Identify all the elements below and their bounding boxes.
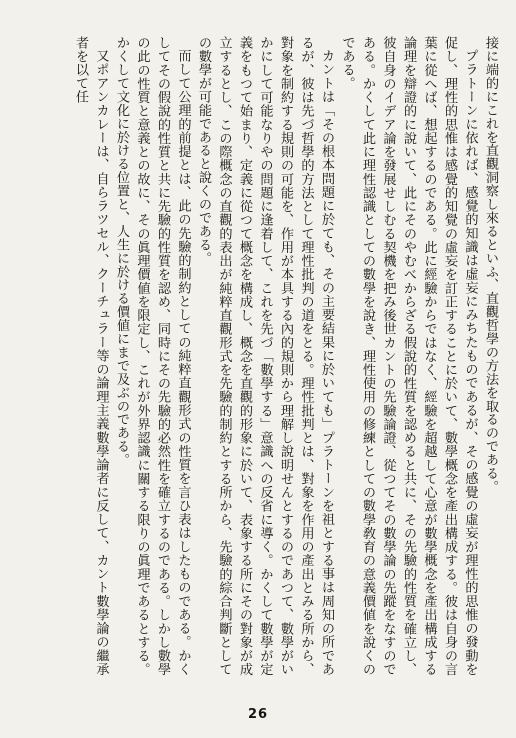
paragraph-5: 又ポアンカレーは、自らラツセル、クーチュラー等の論理主義數學論者に反して、カント數學論の繼承者を以て任 [73, 36, 109, 676]
paragraph-3: カントは「その根本問題に於ても、その主要結果に於いても」プラトーンを祖とする事は周知の所であるが、彼は先づ哲學的方法として理性批判の道をとる。理性批判とは、對象を作用の產出とみる所から、對象を制約する規則の可能を、作用が本具する內的規則から理解し說明せんとするのであつて、數學がいかにして可能なりやの問題に逢着して、これを先づ「數學する」意識への反省に導く。かくして數學が定義をもつて始まり、定義に從つて概念を構成し、概念を直觀的形象に於いて、表象する所にその對象が成立するとし、この際概念の直觀的表出が純粹直觀形式を先驗的制約とする所から、先驗的綜合判斷としての數學が可能であると說くのである。 [196, 36, 334, 676]
page-number: 26 [247, 707, 269, 722]
paragraph-2: プラトーンに依れば、感覺的知識は虛妄にみちたものであるが、その感覺の虛妄が理性的思惟の發動を促し、理性的思惟は感覺的知覺の虛妄を訂正することに於いて、數學概念を產出構成する。彼は自身の言葉に從へば、想起するのである。此に經驗からではなく、經驗を超越して心意が數學概念を產出構成する論理を辯證的に說いて、此にそのやむべからざる假說的性質を認めると共に、その先驗的性質を確立し、彼自身のイデア論を發展せしむる契機を把み後世カントの先驗論證、從つてその數學論の先蹤をなすのである。かくして此に理性認識としての數學を說き、理性使用の修練としての數學敎育の意義價値を說くのである。 [339, 36, 478, 676]
paragraph-1: 接に端的にこれを直觀洞察し來るといふ、直觀哲學の方法を取るのである。 [483, 36, 498, 494]
vertical-text-body [16, 36, 500, 676]
paragraph-4: 而して公理的前提とは、此の先驗的制約としての純粹直觀形式の性質を言ひ表はしたものである。かくしてその假說的性質と共に先驗的性質を認め、同時にその先驗的必然性を確立するのである。しかし數學の此の性質と意義との故に、その眞理價値を限定し、これが外界認識に關する限りの眞理であるとする。かくして文化に於ける位置と、人生に於ける價値にまで及ぶのである。 [114, 36, 191, 676]
